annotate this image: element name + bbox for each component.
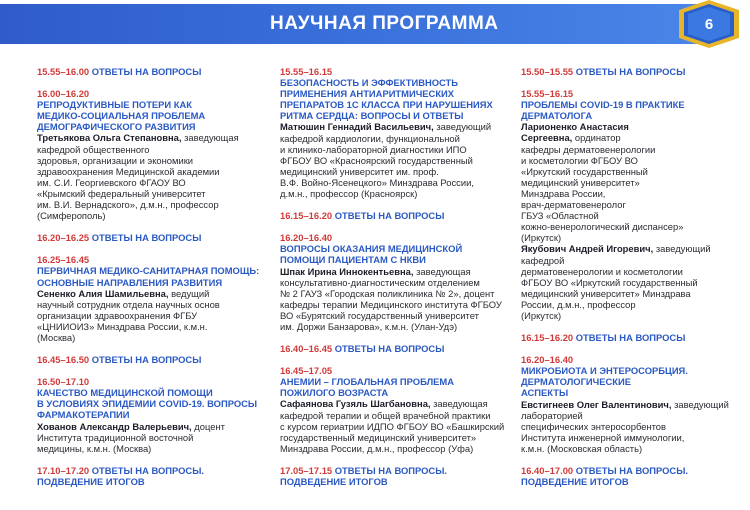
talk-title-line: АНЕМИИ – ГЛОБАЛЬНАЯ ПРОБЛЕМА	[280, 376, 454, 388]
session-header	[37, 465, 273, 476]
qa-label-summary: ПОДВЕДЕНИЕ ИТОГОВ	[37, 475, 145, 487]
speaker-affiliation: ведущий	[171, 287, 210, 299]
speaker-affiliation: государственный медицинский университет»	[280, 431, 477, 443]
session-time: 17.05–17.15	[280, 464, 333, 476]
session-header	[521, 88, 743, 99]
speaker-name: Шпак Ирина Иннокентьевна,	[280, 265, 414, 277]
speaker-line	[37, 132, 273, 154]
talk-title-line: ДЕМОГРАФИЧЕСКОГО РАЗВИТИЯ	[37, 121, 196, 133]
speaker-affiliation: д.м.н., профессор (Красноярск)	[280, 188, 418, 200]
talk-title-line: В УСЛОВИЯХ ЭПИДЕМИИ COVID-19. ВОПРОСЫ	[37, 398, 258, 410]
session-item	[37, 254, 273, 343]
talk-title-line: ПОЖИЛОГО ВОЗРАСТА	[280, 387, 389, 399]
session-item	[280, 365, 512, 454]
talk-title-line: КАЧЕСТВО МЕДИЦИНСКОЙ ПОМОЩИ	[37, 387, 213, 399]
qa-session	[280, 465, 512, 487]
talk-title-line: ОСНОВНЫЕ НАПРАВЛЕНИЯ РАЗВИТИЯ	[37, 276, 223, 288]
speaker-affiliation: и косметологии ФГБОУ ВО	[521, 154, 638, 166]
session-time: 16.50–17.10	[37, 376, 90, 388]
speaker-affiliation: им. В.И. Вернадского», д.м.н., профессор	[37, 199, 219, 211]
session-item	[521, 354, 743, 454]
speaker-affiliation: «Иркутский государственный	[521, 165, 648, 177]
speaker-name: Матюшин Геннадий Васильевич,	[280, 121, 434, 133]
speaker-name: Третьякова Ольга Степановна,	[37, 132, 182, 144]
session-time: 16.15–16.20	[280, 210, 333, 222]
speaker-affiliation: медицинский университет им. проф.	[280, 165, 439, 177]
talk-title-line: ПРОБЛЕМЫ COVID-19 В ПРАКТИКЕ	[521, 99, 685, 111]
talk-title-line: ПОМОЩИ ПАЦИЕНТАМ С НКВИ	[280, 254, 426, 266]
speaker-affiliation: медицинский университет»	[521, 176, 640, 188]
talk-title-line: БЕЗОПАСНОСТЬ И ЭФФЕКТИВНОСТЬ	[280, 77, 459, 89]
session-item	[280, 66, 512, 199]
talk-title-line: МЕДИКО-СОЦИАЛЬНАЯ ПРОБЛЕМА	[37, 110, 206, 122]
session-time: 16.20–16.40	[521, 354, 574, 366]
speaker-affiliation: ГБУЗ «Областной	[521, 210, 599, 222]
speaker-affiliation: ординатор	[574, 132, 621, 144]
qa-session	[37, 232, 273, 243]
speaker-name: Якубович Андрей Игоревич,	[521, 243, 654, 255]
qa-label: ОТВЕТЫ НА ВОПРОСЫ	[91, 66, 202, 77]
talk-title-line: ВОПРОСЫ ОКАЗАНИЯ МЕДИЦИНСКОЙ	[280, 243, 463, 255]
talk-title-line: РЕПРОДУКТИВНЫЕ ПОТЕРИ КАК	[37, 99, 192, 111]
speaker-affiliation: (Симферополь)	[37, 210, 106, 222]
session-time: 16.45–17.05	[280, 365, 333, 377]
speaker-affiliation: ВО «Бурятский государственный университет	[280, 309, 479, 321]
page-title: НАУЧНАЯ ПРОГРАММА	[270, 13, 499, 34]
qa-session	[37, 354, 273, 365]
qa-label: ОТВЕТЫ НА ВОПРОСЫ	[334, 343, 445, 355]
talk-title-line: ДЕРМАТОЛОГИЧЕСКИЕ	[521, 376, 631, 388]
speaker-name: Сененко Алия Шамильевна,	[37, 287, 169, 299]
qa-label: ОТВЕТЫ НА ВОПРОСЫ	[91, 232, 202, 244]
speaker-affiliation: здоровья, организации и экономики	[37, 154, 194, 166]
speaker-affiliation: (Иркутск)	[521, 232, 562, 244]
speaker-line	[280, 398, 512, 409]
session-time: 16.00–16.20	[37, 88, 90, 100]
speaker-affiliation: врач-дерматовенеролог	[521, 199, 626, 211]
session-header	[280, 66, 512, 77]
session-header	[280, 465, 512, 476]
talk-title-line: ДЕРМАТОЛОГА	[521, 110, 593, 122]
session-item	[521, 88, 743, 321]
speaker-affiliation: Института традиционной восточной	[37, 431, 194, 443]
speaker-affiliation: (Москва)	[37, 331, 76, 343]
qa-session	[521, 332, 743, 343]
speaker-affiliation: им. Доржи Банзарова», к.м.н. (Улан-Удэ)	[280, 320, 458, 332]
qa-session	[521, 66, 743, 77]
qa-label: ОТВЕТЫ НА ВОПРОСЫ	[575, 66, 686, 77]
speaker-line	[521, 121, 743, 132]
speaker-affiliation: (Иркутск)	[521, 309, 562, 321]
speaker-affiliation: заведующая	[416, 265, 471, 277]
speaker-affiliation: медицины, к.м.н. (Москва)	[37, 442, 152, 454]
session-header	[37, 88, 273, 99]
speaker-affiliation: заведующая кафедрой общественного	[37, 132, 239, 155]
speaker-affiliation: заведующая	[433, 398, 488, 410]
session-item	[280, 232, 512, 332]
session-header	[521, 465, 743, 476]
speaker-affiliation: ФГБОУ ВО «Красноярский государственный	[280, 154, 473, 166]
qa-session	[521, 465, 743, 487]
session-header	[521, 354, 743, 365]
session-header	[37, 376, 273, 387]
qa-label: ОТВЕТЫ НА ВОПРОСЫ.	[91, 464, 204, 476]
speaker-affiliation: Минздрава России, д.м.н., профессор (Уфа)	[280, 442, 474, 454]
session-time: 16.25–16.45	[37, 254, 90, 266]
session-header	[280, 232, 512, 243]
speaker-affiliation: кафедры дерматовенерологии	[521, 143, 656, 155]
talk-title-line: ФАРМАКОТЕРАПИИ	[37, 409, 130, 421]
session-header	[37, 254, 273, 265]
speaker-affiliation: медицинский университет» Минздрава	[521, 287, 691, 299]
speaker-affiliation: дерматовенерологии и косметологии	[521, 265, 683, 277]
session-header	[521, 66, 743, 77]
speaker-line	[521, 399, 743, 421]
speaker-line	[280, 121, 512, 132]
speaker-name: Евстигнеев Олег Валентинович,	[521, 398, 672, 410]
speaker-affiliation: и клинико-лабораторной диагностики ИПО	[280, 143, 467, 155]
qa-session	[280, 210, 512, 221]
session-header	[280, 343, 512, 354]
session-header	[37, 354, 273, 365]
speaker-affiliation: кафедрой кардиологии, функциональной	[280, 132, 460, 144]
speaker-affiliation: специфических энтеросорбентов	[521, 420, 667, 432]
speaker-affiliation: заведующий	[436, 121, 492, 133]
session-time: 15.55–16.00	[37, 66, 90, 77]
speaker-affiliation: кожно-венерологический диспансер»	[521, 221, 684, 233]
speaker-affiliation: доцент	[194, 420, 225, 432]
speaker-name: Сафаянова Гузяль Шагбановна,	[280, 398, 431, 410]
speaker-affiliation: кафедрой терапии и общей врачебной практики	[280, 409, 491, 421]
qa-label: ОТВЕТЫ НА ВОПРОСЫ.	[334, 464, 447, 476]
session-time: 15.55–16.15	[280, 66, 333, 77]
session-header	[280, 365, 512, 376]
speaker-name: Хованов Александр Валерьевич,	[37, 420, 192, 432]
talk-title-line: ПРЕПАРАТОВ 1С КЛАССА ПРИ НАРУШЕНИЯХ	[280, 99, 493, 111]
speaker-line	[37, 421, 273, 432]
program-column-1	[37, 66, 273, 498]
speaker-affiliation: заведующий лабораторией	[521, 398, 729, 421]
speaker-name: Ларионенко Анастасия	[521, 121, 629, 133]
qa-session	[280, 343, 512, 354]
qa-label: ОТВЕТЫ НА ВОПРОСЫ.	[575, 465, 688, 476]
speaker-affiliation: с курсом гериатрии ИДПО ФГБОУ ВО «Башкирский	[280, 420, 505, 432]
speaker-affiliation: России, д.м.н., профессор	[521, 298, 636, 310]
qa-session	[37, 66, 273, 77]
qa-label-summary: ПОДВЕДЕНИЕ ИТОГОВ	[280, 476, 388, 487]
speaker-affiliation: консультативно-диагностическим отделением	[280, 276, 480, 288]
session-header	[37, 232, 273, 243]
session-item	[37, 376, 273, 454]
speaker-name-cont: Сергеевна,	[521, 132, 573, 144]
session-time: 16.40–16.45	[280, 343, 333, 355]
speaker-affiliation: «ЦНИИОИЗ» Минздрава России, к.м.н.	[37, 320, 208, 332]
session-time: 17.10–17.20	[37, 464, 90, 476]
talk-title-line: ПРИМЕНЕНИЯ АНТИАРИТМИЧЕСКИХ	[280, 88, 455, 100]
qa-label-summary: ПОДВЕДЕНИЕ ИТОГОВ	[521, 476, 629, 488]
speaker-affiliation: организации здравоохранения ФГБУ	[37, 309, 198, 321]
speaker-line	[521, 243, 743, 265]
session-time: 15.55–16.15	[521, 88, 574, 100]
session-time: 15.50–15.55	[521, 66, 574, 77]
speaker-affiliation: ФГБОУ ВО «Иркутский государственный	[521, 276, 698, 288]
session-time: 16.15–16.20	[521, 332, 574, 344]
session-item	[37, 88, 273, 221]
session-time: 16.45–16.50	[37, 354, 90, 366]
speaker-line	[521, 132, 743, 143]
speaker-line	[37, 288, 273, 299]
speaker-affiliation: «Крымский федеральный университет	[37, 187, 206, 199]
session-time: 16.40–17.00	[521, 465, 574, 476]
qa-label: ОТВЕТЫ НА ВОПРОСЫ	[91, 354, 202, 366]
program-column-3	[521, 66, 743, 498]
speaker-line	[280, 266, 512, 277]
speaker-affiliation: В.Ф. Войно-Ясенецкого» Минздрава России,	[280, 176, 474, 188]
program-column-2	[280, 66, 512, 498]
speaker-affiliation: им. С.И. Георгиевского ФГАОУ ВО	[37, 176, 186, 188]
talk-title-line: РИТМА СЕРДЦА: ВОПРОСЫ И ОТВЕТЫ	[280, 110, 464, 122]
speaker-affiliation: к.м.н. (Московская область)	[521, 442, 643, 454]
speaker-affiliation: здравоохранения Медицинской академии	[37, 165, 220, 177]
speaker-affiliation: Минздрава России,	[521, 187, 606, 199]
page-header	[0, 0, 750, 50]
speaker-affiliation: кафедры терапии Медицинского института ФГБОУ	[280, 298, 502, 310]
page-number-badge	[677, 0, 741, 48]
qa-session	[37, 465, 273, 487]
speaker-affiliation: научный сотрудник отдела научных основ	[37, 298, 220, 310]
talk-title-line: АСПЕКТЫ	[521, 387, 569, 399]
session-time: 16.20–16.40	[280, 232, 333, 244]
qa-label: ОТВЕТЫ НА ВОПРОСЫ	[334, 210, 445, 222]
session-header	[521, 332, 743, 343]
speaker-affiliation: № 2 ГАУЗ «Городская поликлиника № 2», доцент	[280, 287, 495, 299]
speaker-affiliation: Института инженерной иммунологии,	[521, 431, 685, 443]
session-header	[37, 66, 273, 77]
talk-title-line: ПЕРВИЧНАЯ МЕДИКО-САНИТАРНАЯ ПОМОЩЬ:	[37, 265, 260, 277]
speaker-affiliation: заведующий кафедрой	[521, 243, 711, 266]
qa-label: ОТВЕТЫ НА ВОПРОСЫ	[575, 332, 686, 344]
talk-title-line: МИКРОБИОТА И ЭНТЕРОСОРБЦИЯ.	[521, 365, 688, 377]
session-header	[280, 210, 512, 221]
session-time: 16.20–16.25	[37, 232, 90, 244]
page-number: 6	[704, 15, 714, 33]
